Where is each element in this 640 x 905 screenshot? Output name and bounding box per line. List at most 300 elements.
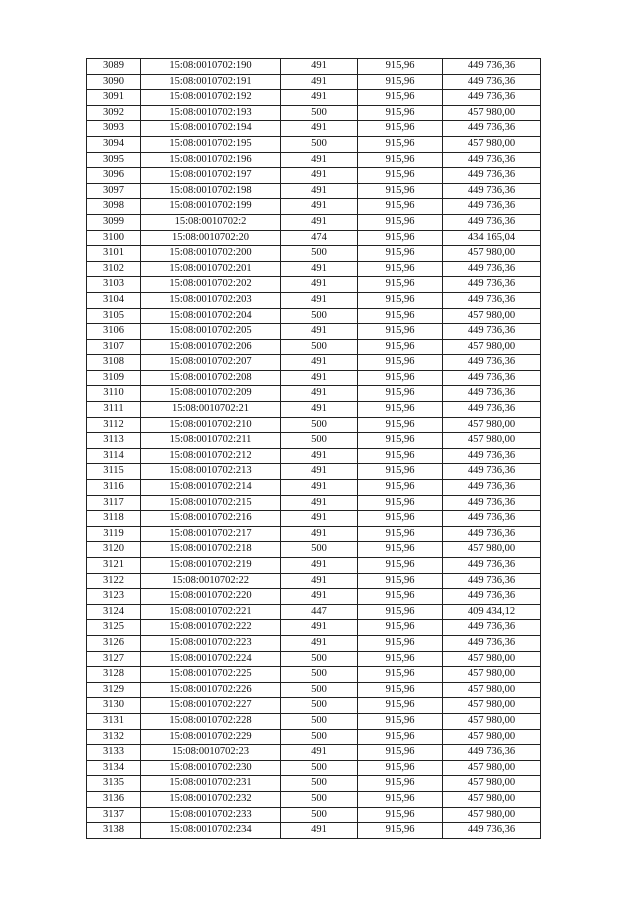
row-number-cell: 3112 [87, 417, 141, 433]
area-cell: 500 [281, 136, 358, 152]
table-row [87, 183, 541, 199]
table-row [87, 105, 541, 121]
table-row [87, 90, 541, 106]
value-cell: 449 736,36 [443, 573, 541, 589]
area-cell: 491 [281, 386, 358, 402]
table-row [87, 246, 541, 262]
value-cell: 457 980,00 [443, 339, 541, 355]
row-number-cell: 3122 [87, 573, 141, 589]
rate-cell: 915,96 [358, 136, 443, 152]
value-cell: 457 980,00 [443, 682, 541, 698]
area-cell: 500 [281, 713, 358, 729]
area-cell: 491 [281, 214, 358, 230]
row-number-cell: 3111 [87, 402, 141, 418]
row-number-cell: 3104 [87, 292, 141, 308]
row-number-cell: 3136 [87, 791, 141, 807]
row-number-cell: 3092 [87, 105, 141, 121]
row-number-cell: 3100 [87, 230, 141, 246]
value-cell: 457 980,00 [443, 246, 541, 262]
rate-cell: 915,96 [358, 433, 443, 449]
row-number-cell: 3099 [87, 214, 141, 230]
table-row [87, 370, 541, 386]
rate-cell: 915,96 [358, 604, 443, 620]
table-row [87, 480, 541, 496]
cadastral-number-cell: 15:08:0010702:191 [141, 74, 281, 90]
area-cell: 491 [281, 464, 358, 480]
rate-cell: 915,96 [358, 542, 443, 558]
table-row [87, 339, 541, 355]
table-row [87, 308, 541, 324]
value-cell: 449 736,36 [443, 370, 541, 386]
cadastral-number-cell: 15:08:0010702:219 [141, 558, 281, 574]
table-row [87, 448, 541, 464]
area-cell: 491 [281, 573, 358, 589]
rate-cell: 915,96 [358, 760, 443, 776]
value-cell: 457 980,00 [443, 667, 541, 683]
value-cell: 457 980,00 [443, 760, 541, 776]
rate-cell: 915,96 [358, 246, 443, 262]
table-row [87, 355, 541, 371]
area-cell: 491 [281, 448, 358, 464]
table-row [87, 791, 541, 807]
rate-cell: 915,96 [358, 121, 443, 137]
area-cell: 491 [281, 558, 358, 574]
value-cell: 457 980,00 [443, 433, 541, 449]
cadastral-number-cell: 15:08:0010702:223 [141, 635, 281, 651]
rate-cell: 915,96 [358, 199, 443, 215]
value-cell: 434 165,04 [443, 230, 541, 246]
cadastral-number-cell: 15:08:0010702:23 [141, 745, 281, 761]
table-row [87, 464, 541, 480]
row-number-cell: 3094 [87, 136, 141, 152]
table-row [87, 558, 541, 574]
rate-cell: 915,96 [358, 339, 443, 355]
area-cell: 500 [281, 807, 358, 823]
cadastral-number-cell: 15:08:0010702:202 [141, 277, 281, 293]
table-row [87, 261, 541, 277]
table-row [87, 417, 541, 433]
row-number-cell: 3108 [87, 355, 141, 371]
row-number-cell: 3138 [87, 823, 141, 839]
value-cell: 457 980,00 [443, 105, 541, 121]
rate-cell: 915,96 [358, 105, 443, 121]
value-cell: 449 736,36 [443, 183, 541, 199]
area-cell: 491 [281, 292, 358, 308]
cadastral-number-cell: 15:08:0010702:199 [141, 199, 281, 215]
cadastral-number-cell: 15:08:0010702:22 [141, 573, 281, 589]
table-row [87, 526, 541, 542]
area-cell: 491 [281, 589, 358, 605]
row-number-cell: 3126 [87, 635, 141, 651]
row-number-cell: 3105 [87, 308, 141, 324]
row-number-cell: 3093 [87, 121, 141, 137]
cadastral-number-cell: 15:08:0010702:207 [141, 355, 281, 371]
rate-cell: 915,96 [358, 651, 443, 667]
rate-cell: 915,96 [358, 698, 443, 714]
table-row [87, 589, 541, 605]
row-number-cell: 3091 [87, 90, 141, 106]
rate-cell: 915,96 [358, 261, 443, 277]
table-row [87, 651, 541, 667]
cadastral-number-cell: 15:08:0010702:222 [141, 620, 281, 636]
rate-cell: 915,96 [358, 511, 443, 527]
area-cell: 491 [281, 90, 358, 106]
row-number-cell: 3107 [87, 339, 141, 355]
rate-cell: 915,96 [358, 729, 443, 745]
cadastral-number-cell: 15:08:0010702:200 [141, 246, 281, 262]
table-row [87, 635, 541, 651]
table-row [87, 776, 541, 792]
table-row [87, 807, 541, 823]
value-cell: 457 980,00 [443, 791, 541, 807]
rate-cell: 915,96 [358, 464, 443, 480]
row-number-cell: 3095 [87, 152, 141, 168]
table-row [87, 682, 541, 698]
rate-cell: 915,96 [358, 620, 443, 636]
table-row [87, 324, 541, 340]
table-body [87, 59, 541, 839]
cadastral-number-cell: 15:08:0010702:205 [141, 324, 281, 340]
rate-cell: 915,96 [358, 59, 443, 75]
area-cell: 500 [281, 667, 358, 683]
rate-cell: 915,96 [358, 168, 443, 184]
value-cell: 449 736,36 [443, 464, 541, 480]
area-cell: 491 [281, 511, 358, 527]
table-row [87, 292, 541, 308]
rate-cell: 915,96 [358, 308, 443, 324]
area-cell: 500 [281, 433, 358, 449]
cadastral-number-cell: 15:08:0010702:194 [141, 121, 281, 137]
table-row [87, 59, 541, 75]
rate-cell: 915,96 [358, 230, 443, 246]
table-row [87, 230, 541, 246]
area-cell: 491 [281, 121, 358, 137]
value-cell: 449 736,36 [443, 495, 541, 511]
row-number-cell: 3096 [87, 168, 141, 184]
value-cell: 449 736,36 [443, 292, 541, 308]
value-cell: 449 736,36 [443, 74, 541, 90]
cadastral-number-cell: 15:08:0010702:196 [141, 152, 281, 168]
area-cell: 491 [281, 277, 358, 293]
table-row [87, 573, 541, 589]
value-cell: 457 980,00 [443, 308, 541, 324]
cadastral-number-cell: 15:08:0010702:211 [141, 433, 281, 449]
cadastral-number-cell: 15:08:0010702:210 [141, 417, 281, 433]
row-number-cell: 3131 [87, 713, 141, 729]
value-cell: 449 736,36 [443, 152, 541, 168]
value-cell: 457 980,00 [443, 698, 541, 714]
rate-cell: 915,96 [358, 635, 443, 651]
table-row [87, 277, 541, 293]
cadastral-number-cell: 15:08:0010702:209 [141, 386, 281, 402]
row-number-cell: 3090 [87, 74, 141, 90]
rate-cell: 915,96 [358, 589, 443, 605]
cadastral-number-cell: 15:08:0010702:213 [141, 464, 281, 480]
rate-cell: 915,96 [358, 713, 443, 729]
row-number-cell: 3123 [87, 589, 141, 605]
value-cell: 449 736,36 [443, 168, 541, 184]
rate-cell: 915,96 [358, 682, 443, 698]
area-cell: 491 [281, 355, 358, 371]
cadastral-number-cell: 15:08:0010702:215 [141, 495, 281, 511]
table-row [87, 745, 541, 761]
row-number-cell: 3097 [87, 183, 141, 199]
cadastral-number-cell: 15:08:0010702:201 [141, 261, 281, 277]
row-number-cell: 3089 [87, 59, 141, 75]
rate-cell: 915,96 [358, 355, 443, 371]
value-cell: 449 736,36 [443, 526, 541, 542]
cadastral-number-cell: 15:08:0010702:227 [141, 698, 281, 714]
cadastral-number-cell: 15:08:0010702:234 [141, 823, 281, 839]
value-cell: 449 736,36 [443, 261, 541, 277]
table-row [87, 74, 541, 90]
table-row [87, 433, 541, 449]
cadastral-number-cell: 15:08:0010702:203 [141, 292, 281, 308]
area-cell: 491 [281, 745, 358, 761]
cadastral-number-cell: 15:08:0010702:230 [141, 760, 281, 776]
value-cell: 449 736,36 [443, 620, 541, 636]
cadastral-number-cell: 15:08:0010702:195 [141, 136, 281, 152]
row-number-cell: 3134 [87, 760, 141, 776]
area-cell: 491 [281, 59, 358, 75]
cadastral-number-cell: 15:08:0010702:225 [141, 667, 281, 683]
table-row [87, 214, 541, 230]
cadastral-number-cell: 15:08:0010702:197 [141, 168, 281, 184]
value-cell: 449 736,36 [443, 823, 541, 839]
area-cell: 491 [281, 495, 358, 511]
area-cell: 500 [281, 682, 358, 698]
value-cell: 409 434,12 [443, 604, 541, 620]
row-number-cell: 3114 [87, 448, 141, 464]
table-row [87, 402, 541, 418]
row-number-cell: 3135 [87, 776, 141, 792]
value-cell: 457 980,00 [443, 807, 541, 823]
area-cell: 500 [281, 776, 358, 792]
value-cell: 449 736,36 [443, 59, 541, 75]
rate-cell: 915,96 [358, 495, 443, 511]
rate-cell: 915,96 [358, 480, 443, 496]
area-cell: 491 [281, 823, 358, 839]
value-cell: 457 980,00 [443, 729, 541, 745]
area-cell: 491 [281, 324, 358, 340]
value-cell: 449 736,36 [443, 90, 541, 106]
row-number-cell: 3121 [87, 558, 141, 574]
table-row [87, 620, 541, 636]
rate-cell: 915,96 [358, 152, 443, 168]
value-cell: 449 736,36 [443, 480, 541, 496]
row-number-cell: 3118 [87, 511, 141, 527]
row-number-cell: 3125 [87, 620, 141, 636]
rate-cell: 915,96 [358, 807, 443, 823]
cadastral-number-cell: 15:08:0010702:20 [141, 230, 281, 246]
row-number-cell: 3132 [87, 729, 141, 745]
row-number-cell: 3113 [87, 433, 141, 449]
area-cell: 500 [281, 105, 358, 121]
rate-cell: 915,96 [358, 776, 443, 792]
area-cell: 500 [281, 791, 358, 807]
row-number-cell: 3120 [87, 542, 141, 558]
table-row [87, 495, 541, 511]
area-cell: 491 [281, 526, 358, 542]
value-cell: 449 736,36 [443, 355, 541, 371]
row-number-cell: 3124 [87, 604, 141, 620]
row-number-cell: 3106 [87, 324, 141, 340]
value-cell: 449 736,36 [443, 558, 541, 574]
area-cell: 500 [281, 760, 358, 776]
cadastral-number-cell: 15:08:0010702:193 [141, 105, 281, 121]
area-cell: 491 [281, 152, 358, 168]
cadastral-number-cell: 15:08:0010702:206 [141, 339, 281, 355]
row-number-cell: 3110 [87, 386, 141, 402]
rate-cell: 915,96 [358, 791, 443, 807]
table-row [87, 760, 541, 776]
row-number-cell: 3116 [87, 480, 141, 496]
value-cell: 457 980,00 [443, 136, 541, 152]
rate-cell: 915,96 [358, 214, 443, 230]
table-row [87, 698, 541, 714]
table-row [87, 542, 541, 558]
rate-cell: 915,96 [358, 292, 443, 308]
area-cell: 491 [281, 370, 358, 386]
area-cell: 491 [281, 199, 358, 215]
row-number-cell: 3103 [87, 277, 141, 293]
cadastral-number-cell: 15:08:0010702:228 [141, 713, 281, 729]
area-cell: 491 [281, 168, 358, 184]
value-cell: 449 736,36 [443, 589, 541, 605]
rate-cell: 915,96 [358, 277, 443, 293]
rate-cell: 915,96 [358, 402, 443, 418]
area-cell: 491 [281, 402, 358, 418]
rate-cell: 915,96 [358, 386, 443, 402]
cadastral-number-cell: 15:08:0010702:231 [141, 776, 281, 792]
row-number-cell: 3137 [87, 807, 141, 823]
area-cell: 447 [281, 604, 358, 620]
row-number-cell: 3130 [87, 698, 141, 714]
area-cell: 500 [281, 542, 358, 558]
area-cell: 500 [281, 729, 358, 745]
row-number-cell: 3101 [87, 246, 141, 262]
value-cell: 449 736,36 [443, 745, 541, 761]
cadastral-number-cell: 15:08:0010702:224 [141, 651, 281, 667]
value-cell: 457 980,00 [443, 713, 541, 729]
value-cell: 457 980,00 [443, 651, 541, 667]
rate-cell: 915,96 [358, 823, 443, 839]
cadastral-number-cell: 15:08:0010702:233 [141, 807, 281, 823]
row-number-cell: 3119 [87, 526, 141, 542]
area-cell: 491 [281, 183, 358, 199]
row-number-cell: 3117 [87, 495, 141, 511]
cadastral-number-cell: 15:08:0010702:204 [141, 308, 281, 324]
rate-cell: 915,96 [358, 526, 443, 542]
area-cell: 500 [281, 339, 358, 355]
rate-cell: 915,96 [358, 417, 443, 433]
rate-cell: 915,96 [358, 324, 443, 340]
value-cell: 449 736,36 [443, 402, 541, 418]
value-cell: 449 736,36 [443, 199, 541, 215]
row-number-cell: 3128 [87, 667, 141, 683]
value-cell: 449 736,36 [443, 511, 541, 527]
value-cell: 449 736,36 [443, 277, 541, 293]
cadastral-number-cell: 15:08:0010702:226 [141, 682, 281, 698]
cadastral-number-cell: 15:08:0010702:220 [141, 589, 281, 605]
rate-cell: 915,96 [358, 448, 443, 464]
table-row [87, 121, 541, 137]
area-cell: 500 [281, 651, 358, 667]
area-cell: 500 [281, 246, 358, 262]
area-cell: 491 [281, 261, 358, 277]
cadastral-number-cell: 15:08:0010702:214 [141, 480, 281, 496]
value-cell: 449 736,36 [443, 635, 541, 651]
cadastral-number-cell: 15:08:0010702:21 [141, 402, 281, 418]
row-number-cell: 3115 [87, 464, 141, 480]
rate-cell: 915,96 [358, 183, 443, 199]
rate-cell: 915,96 [358, 370, 443, 386]
rate-cell: 915,96 [358, 74, 443, 90]
value-cell: 449 736,36 [443, 324, 541, 340]
cadastral-number-cell: 15:08:0010702:232 [141, 791, 281, 807]
area-cell: 491 [281, 480, 358, 496]
area-cell: 500 [281, 417, 358, 433]
table-row [87, 136, 541, 152]
cadastral-number-cell: 15:08:0010702:198 [141, 183, 281, 199]
cadastral-number-cell: 15:08:0010702:192 [141, 90, 281, 106]
row-number-cell: 3102 [87, 261, 141, 277]
cadastral-number-cell: 15:08:0010702:221 [141, 604, 281, 620]
value-cell: 449 736,36 [443, 448, 541, 464]
row-number-cell: 3109 [87, 370, 141, 386]
rate-cell: 915,96 [358, 667, 443, 683]
area-cell: 500 [281, 698, 358, 714]
value-cell: 457 980,00 [443, 776, 541, 792]
area-cell: 491 [281, 620, 358, 636]
cadastral-number-cell: 15:08:0010702:2 [141, 214, 281, 230]
row-number-cell: 3127 [87, 651, 141, 667]
data-table [86, 58, 541, 839]
table-row [87, 604, 541, 620]
value-cell: 449 736,36 [443, 386, 541, 402]
table-row [87, 386, 541, 402]
area-cell: 500 [281, 308, 358, 324]
cadastral-number-cell: 15:08:0010702:190 [141, 59, 281, 75]
rate-cell: 915,96 [358, 573, 443, 589]
rate-cell: 915,96 [358, 90, 443, 106]
table-row [87, 713, 541, 729]
value-cell: 449 736,36 [443, 214, 541, 230]
table-row [87, 168, 541, 184]
value-cell: 449 736,36 [443, 121, 541, 137]
table-row [87, 667, 541, 683]
table-row [87, 199, 541, 215]
cadastral-number-cell: 15:08:0010702:217 [141, 526, 281, 542]
area-cell: 491 [281, 74, 358, 90]
rate-cell: 915,96 [358, 558, 443, 574]
cadastral-number-cell: 15:08:0010702:218 [141, 542, 281, 558]
area-cell: 491 [281, 635, 358, 651]
cadastral-number-cell: 15:08:0010702:212 [141, 448, 281, 464]
cadastral-number-cell: 15:08:0010702:216 [141, 511, 281, 527]
area-cell: 474 [281, 230, 358, 246]
cadastral-number-cell: 15:08:0010702:208 [141, 370, 281, 386]
table-row [87, 729, 541, 745]
row-number-cell: 3098 [87, 199, 141, 215]
table-row [87, 152, 541, 168]
table-row [87, 511, 541, 527]
row-number-cell: 3129 [87, 682, 141, 698]
value-cell: 457 980,00 [443, 542, 541, 558]
row-number-cell: 3133 [87, 745, 141, 761]
value-cell: 457 980,00 [443, 417, 541, 433]
table-row [87, 823, 541, 839]
